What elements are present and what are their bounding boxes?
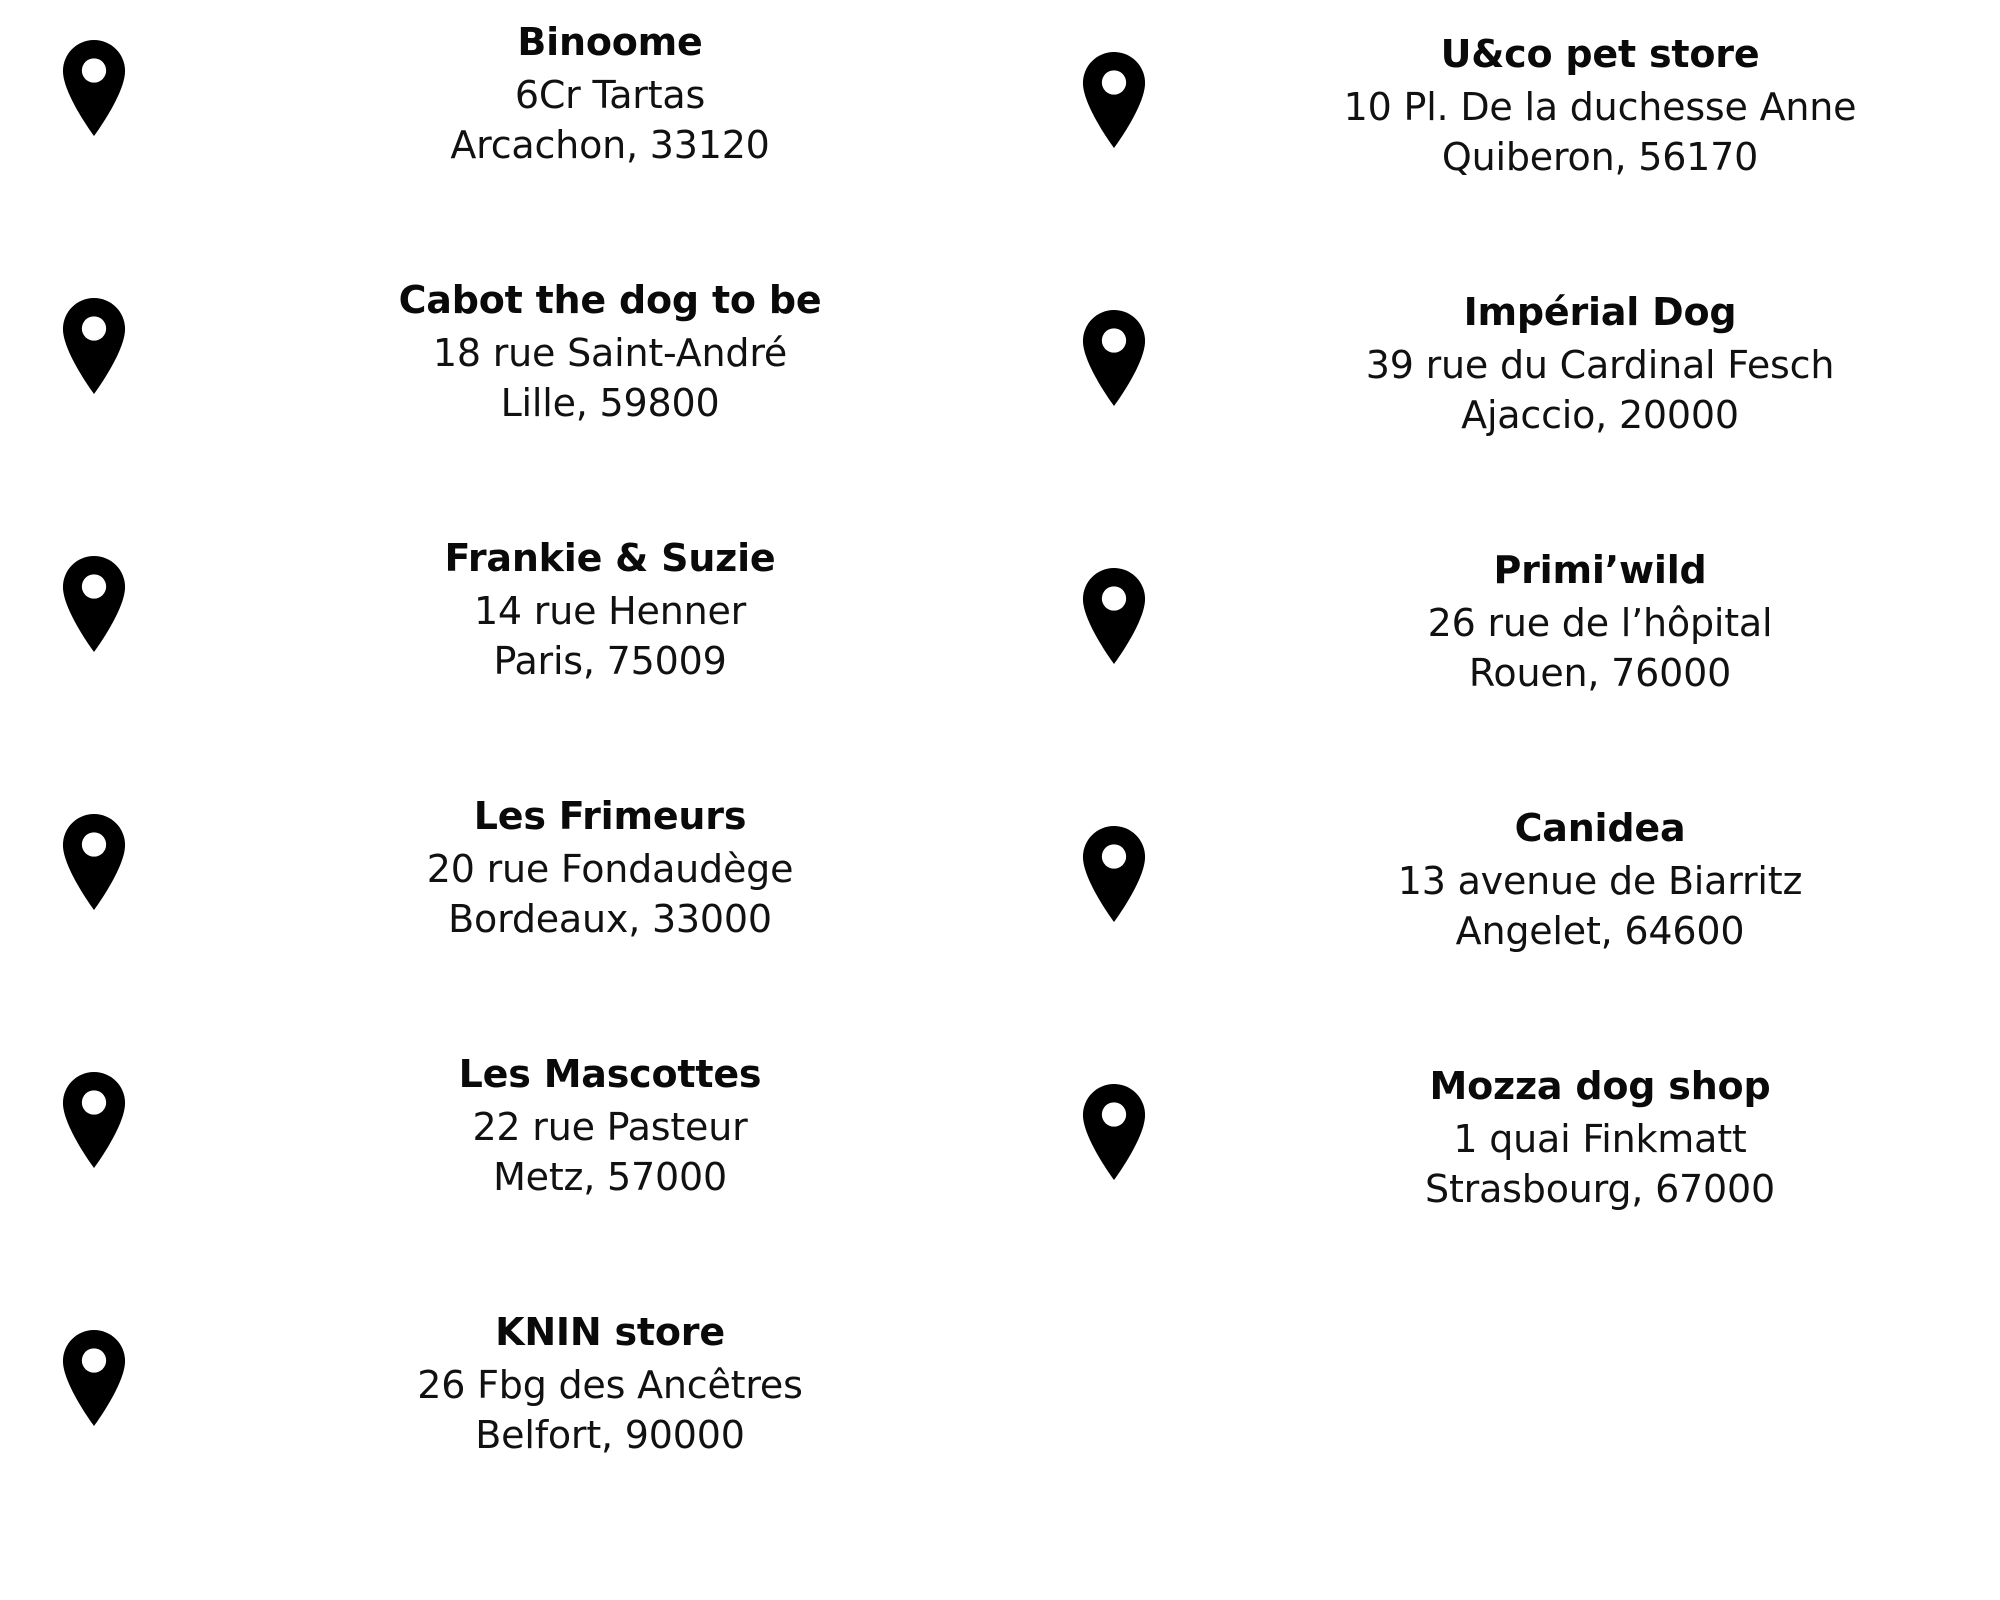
map-pin-icon	[1080, 1062, 1190, 1180]
store-name: Frankie & Suzie	[444, 536, 776, 580]
store-list-item[interactable]	[1080, 804, 2000, 1024]
store-list-item[interactable]	[60, 534, 1080, 754]
store-street: 10 Pl. De la duchesse Anne	[1343, 85, 1857, 130]
store-street: 26 Fbg des Ancêtres	[417, 1363, 803, 1408]
store-street: 22 rue Pasteur	[472, 1105, 748, 1150]
store-street: 14 rue Henner	[473, 589, 747, 634]
map-pin-icon	[1080, 288, 1190, 406]
store-city: Angelet, 64600	[1455, 908, 1745, 953]
store-street: 39 rue du Cardinal Fesch	[1365, 343, 1835, 388]
store-city: Belfort, 90000	[475, 1412, 745, 1457]
store-info	[170, 1050, 1080, 1202]
store-street: 6Cr Tartas	[514, 73, 706, 118]
store-info	[1190, 804, 2000, 956]
store-street: 26 rue de l’hôpital	[1427, 601, 1773, 646]
store-column-left	[0, 18, 1080, 1600]
store-name: Les Mascottes	[458, 1052, 762, 1096]
store-street: 18 rue Saint-André	[432, 331, 788, 376]
store-info	[170, 534, 1080, 686]
store-name: Cabot the dog to be	[398, 278, 822, 322]
store-list-item[interactable]	[1080, 546, 2000, 766]
store-name: Canidea	[1514, 806, 1686, 850]
store-info	[1190, 546, 2000, 698]
map-pin-icon	[60, 1308, 170, 1426]
store-list-item[interactable]	[60, 1050, 1080, 1270]
store-list-item[interactable]	[60, 792, 1080, 1012]
map-pin-icon	[60, 1050, 170, 1168]
map-pin-icon	[60, 792, 170, 910]
store-city: Quiberon, 56170	[1441, 134, 1759, 179]
store-city: Rouen, 76000	[1468, 650, 1732, 695]
store-info	[1190, 288, 2000, 440]
store-info	[1190, 30, 2000, 182]
store-name: U&co pet store	[1440, 32, 1760, 76]
store-list-item[interactable]	[1080, 288, 2000, 508]
map-pin-icon	[1080, 804, 1190, 922]
map-pin-icon	[1080, 546, 1190, 664]
store-list-item[interactable]	[60, 1308, 1080, 1528]
store-city: Strasbourg, 67000	[1425, 1166, 1775, 1211]
map-pin-icon	[60, 18, 170, 136]
store-column-right	[1080, 18, 2000, 1600]
store-city: Ajaccio, 20000	[1461, 392, 1739, 437]
store-street: 13 avenue de Biarritz	[1397, 859, 1803, 904]
store-city: Metz, 57000	[493, 1154, 727, 1199]
store-info	[1190, 1062, 2000, 1214]
map-pin-icon	[60, 276, 170, 394]
store-name: Primi’wild	[1493, 548, 1707, 592]
store-name: KNIN store	[495, 1310, 725, 1354]
store-info	[170, 18, 1080, 170]
store-city: Paris, 75009	[493, 638, 727, 683]
store-name: Impérial Dog	[1463, 290, 1737, 334]
store-list-item[interactable]	[60, 18, 1080, 238]
map-pin-icon	[60, 534, 170, 652]
store-list-item[interactable]	[1080, 1062, 2000, 1282]
map-pin-icon	[1080, 30, 1190, 148]
store-street: 1 quai Finkmatt	[1453, 1117, 1747, 1162]
store-city: Lille, 59800	[500, 380, 720, 425]
store-info	[170, 1308, 1080, 1460]
store-info	[170, 276, 1080, 428]
store-list-item[interactable]	[1080, 30, 2000, 250]
store-city: Bordeaux, 33000	[448, 896, 772, 941]
store-city: Arcachon, 33120	[450, 122, 770, 167]
store-name: Mozza dog shop	[1429, 1064, 1771, 1108]
store-name: Binoome	[517, 20, 703, 64]
store-street: 20 rue Fondaudège	[426, 847, 794, 892]
store-list-item[interactable]	[60, 276, 1080, 496]
store-name: Les Frimeurs	[473, 794, 747, 838]
store-info	[170, 792, 1080, 944]
